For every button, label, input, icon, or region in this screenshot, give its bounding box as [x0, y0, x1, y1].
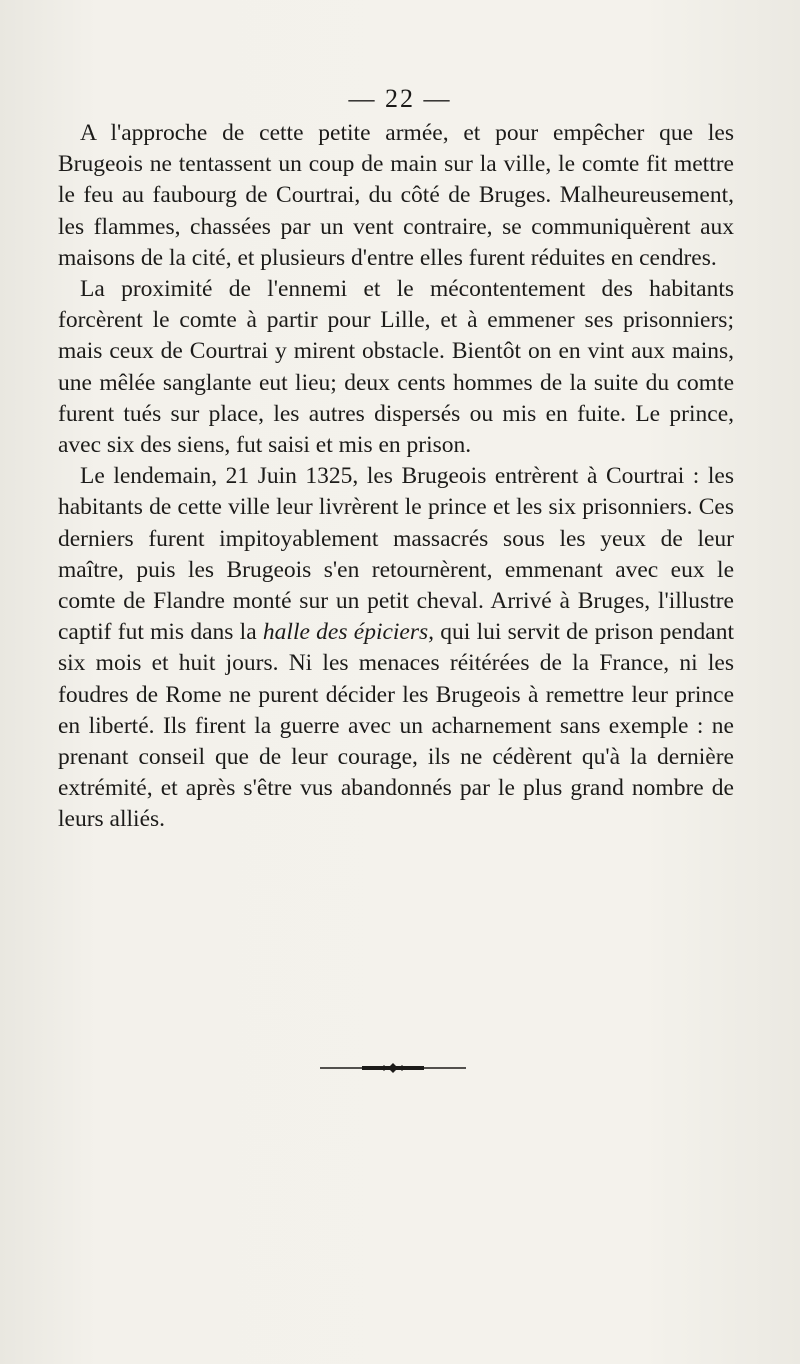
paragraph-3-text-start: Le lendemain, 21 Juin 1325, les Brugeois entrèrent à Courtrai : les habitants de cette ville leur livrèrent le prince et les six prisonniers. Ces derniers furent impitoyablement massacrés sous les yeux de leur maître, puis les Brugeois s'en retournèrent, emmenant avec eux le comte de Flandre monté sur un petit cheval. Arrivé à Bruges, l'illustre captif fut mis dans la — [58, 463, 734, 646]
fleuron-rule-icon — [318, 1063, 468, 1073]
page-number: — 22 — — [348, 84, 452, 113]
paragraph-3-italic-phrase: halle des épiciers, — [262, 619, 435, 646]
body-text — [58, 118, 734, 836]
paragraph-2: La proximité de l'ennemi et le mécontentement des habitants forcèrent le comte à partir pour Lille, et à emmener ses prisonniers; mais ceux de Courtrai y mirent obstacle. Bientôt on en vint aux mains, une mêlée sanglante eut lieu; deux cents hommes de la suite du comte furent tués sur place, les autres dispersés ou mis en fuite. Le prince, avec six des siens, fut saisi et mis en prison. — [58, 276, 734, 459]
paragraph-3 — [58, 461, 734, 835]
paragraph-1: A l'approche de cette petite armée, et pour empêcher que les Brugeois ne tentassent un coup de main sur la ville, le comte fit mettre le feu au faubourg de Courtrai, du côté de Bruges. Malheureusement, les flammes, chassées par un vent contraire, se communiquèrent aux maisons de la cité, et plusieurs d'entre elles furent réduites en cendres. — [58, 120, 734, 271]
paragraph-3-text-end: qui lui servit de prison pendant six mois et huit jours. Ni les menaces réitérées de la France, ni les foudres de Rome ne purent décider les Brugeois à remettre leur prince en liberté. Ils firent la guerre avec un acharnement sans exemple : ne prenant conseil que de leur courage, ils ne cédèrent qu'à la dernière extrémité, et après s'être vus abandonnés par le plus grand nombre de leurs alliés. — [58, 619, 734, 833]
